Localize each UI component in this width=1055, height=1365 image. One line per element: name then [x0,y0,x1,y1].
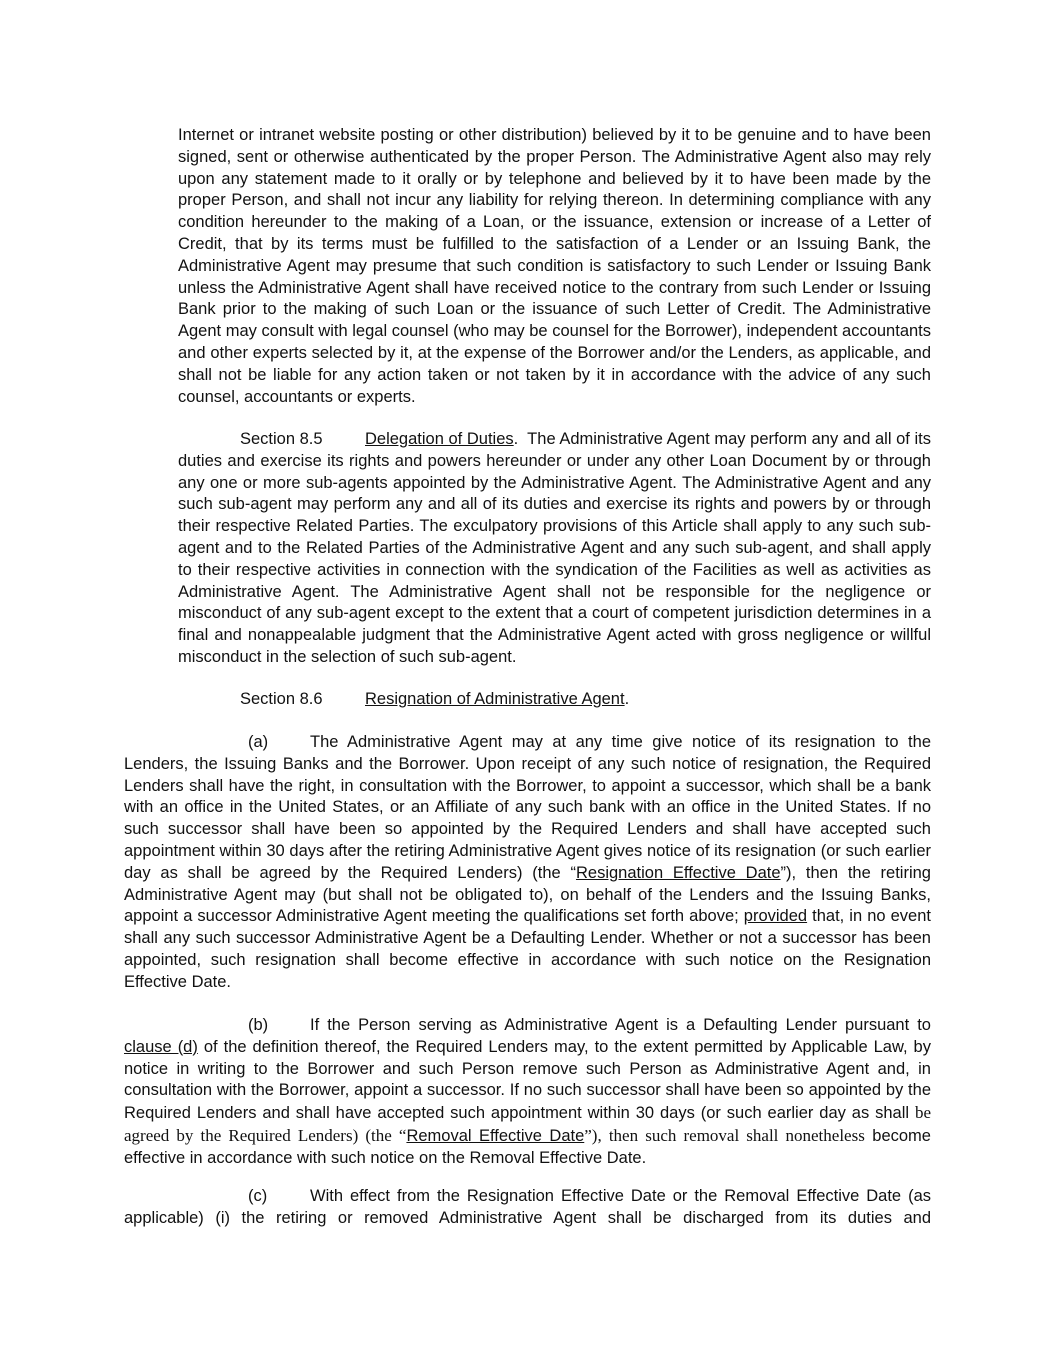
section-8-5-title: Delegation of Duties [365,430,514,448]
clause-b-serif-1: be agreed by the Required Lenders) (the “ [124,1103,931,1145]
clause-a-text-3: that, in no event shall any such successor Administrative Agent be a Defaulting Lender. Whether or not a successor has been appointed, such resignation shall become effective in accordance with such notice on the Resignation Effective Date. [124,907,936,991]
clause-b-serif-2: ”), then such removal shall nonetheless [584,1125,865,1145]
clause-b-text-3: become effective in accordance with such notice on the Removal Effective Date. [124,1126,936,1167]
clause-c-text: With effect from the Resignation Effective Date or the Removal Effective Date (as applicable) (i) the retiring or removed Administrative Agent shall be discharged from its duties and [124,1187,931,1227]
clause-b-label: (b) [248,1016,269,1034]
section-8-5-body: The Administrative Agent may perform any and all of its duties and exercise its rights and powers hereunder or under any other Loan Document by or through any one or more sub-agents appointed by the Administrative Agent. The Administrative Agent and any such sub-agent may perform any and all of its duties and exercise its rights and powers by or through their respective Related Parties. The exculpatory provisions of this Article shall apply to any such sub-agent and to the Related Parties of the Administrative Agent and any such sub-agent, and shall apply to their respective activities in connection with the syndication of the Facilities as well as activities as Administrative Agent. The Administrative Agent shall not be responsible for the negligence or misconduct of any sub-agent except to the extent that a court of competent jurisdiction determines in a final and nonappealable judgment that the Administrative Agent acted with gross negligence or willful misconduct in the selection of such sub-agent. [178,430,936,666]
section-8-6-title-punct: . [624,690,630,708]
section-8-6-number: Section 8.6 [240,690,323,708]
clause-c-label: (c) [248,1187,268,1205]
clause-c-paragraph [124,1186,931,1230]
section-8-6-title: Resignation of Administrative Agent [365,690,625,708]
section-8-5-paragraph [178,429,936,669]
section-8-6-heading [178,689,931,711]
clause-b-text-1: If the Person serving as Administrative Agent is a Defaulting Lender pursuant to [310,1016,936,1034]
section-8-5-number: Section 8.5 [240,430,323,448]
clause-b-defined-term: Removal Effective Date [406,1126,585,1145]
clause-a-text-2: ”), then the retiring Administrative Agent may (but shall not be obligated to), on behalf of the Lenders and the Issuing Banks, appoint a successor Administrative Agent meeting the qualifications set forth above; [124,863,936,926]
intro-paragraph: Internet or intranet website posting or other distribution) believed by it to be genuine and to have been signed, sent or otherwise authenticated by the proper Person. The Administrative Agent also may rely upon any statement made to it orally or by telephone and believed by it to have been made by the proper Person, and shall not incur any liability for relying thereon. In determining compliance with any condition hereunder to the making of a Loan, or the issuance, extension or increase of a Letter of Credit, that by its terms must be fulfilled to the satisfaction of a Lender or an Issuing Bank, the Administrative Agent may presume that such condition is satisfactory to such Lender or Issuing Bank unless the Administrative Agent shall have received notice to the contrary from such Lender or Issuing Bank prior to the making of such Loan or the issuance of such Letter of Credit. The Administrative Agent may consult with legal counsel (who may be counsel for the Borrower), independent accountants and other experts selected by it, at the expense of the Borrower and/or the Lenders, as applicable, and shall not be liable for any action taken or not taken by it in accordance with the advice of any such counsel, accountants or experts. [178,126,932,406]
clause-a-text-1: The Administrative Agent may at any time give notice of its resignation to the Lenders, the Issuing Banks and the Borrower. Upon receipt of any such notice of resignation, the Required Lenders shall have the right, in consultation with the Borrower, to appoint a successor, which shall be a bank with an office in the United States, or an Affiliate of any such bank with an office in the United States. If no such successor shall have been so appointed by the Required Lenders and shall have accepted such appointment within 30 days after the retiring Administrative Agent gives notice of its resignation (or such earlier day as shall be agreed by the Required Lenders) (the “ [124,733,931,882]
section-8-5-title-punct: . [513,430,519,448]
clause-b-paragraph [124,1015,936,1170]
clause-a-paragraph [124,732,936,994]
clause-b-text-2: of the definition thereof, the Required Lenders may, to the extent permitted by Applicable Law, by notice in writing to the Borrower and such Person remove such Person as Administrative Agent and, in consultation with the Borrower, appoint a successor. If no such successor shall have been so appointed by the Required Lenders and shall have accepted such appointment within 30 days (or such earlier day as shall [124,1037,936,1123]
clause-a-provided: provided [743,907,808,926]
clause-a-label: (a) [248,733,269,751]
clause-b-reference: clause (d) [124,1037,198,1056]
clause-a-defined-term: Resignation Effective Date [575,863,781,882]
